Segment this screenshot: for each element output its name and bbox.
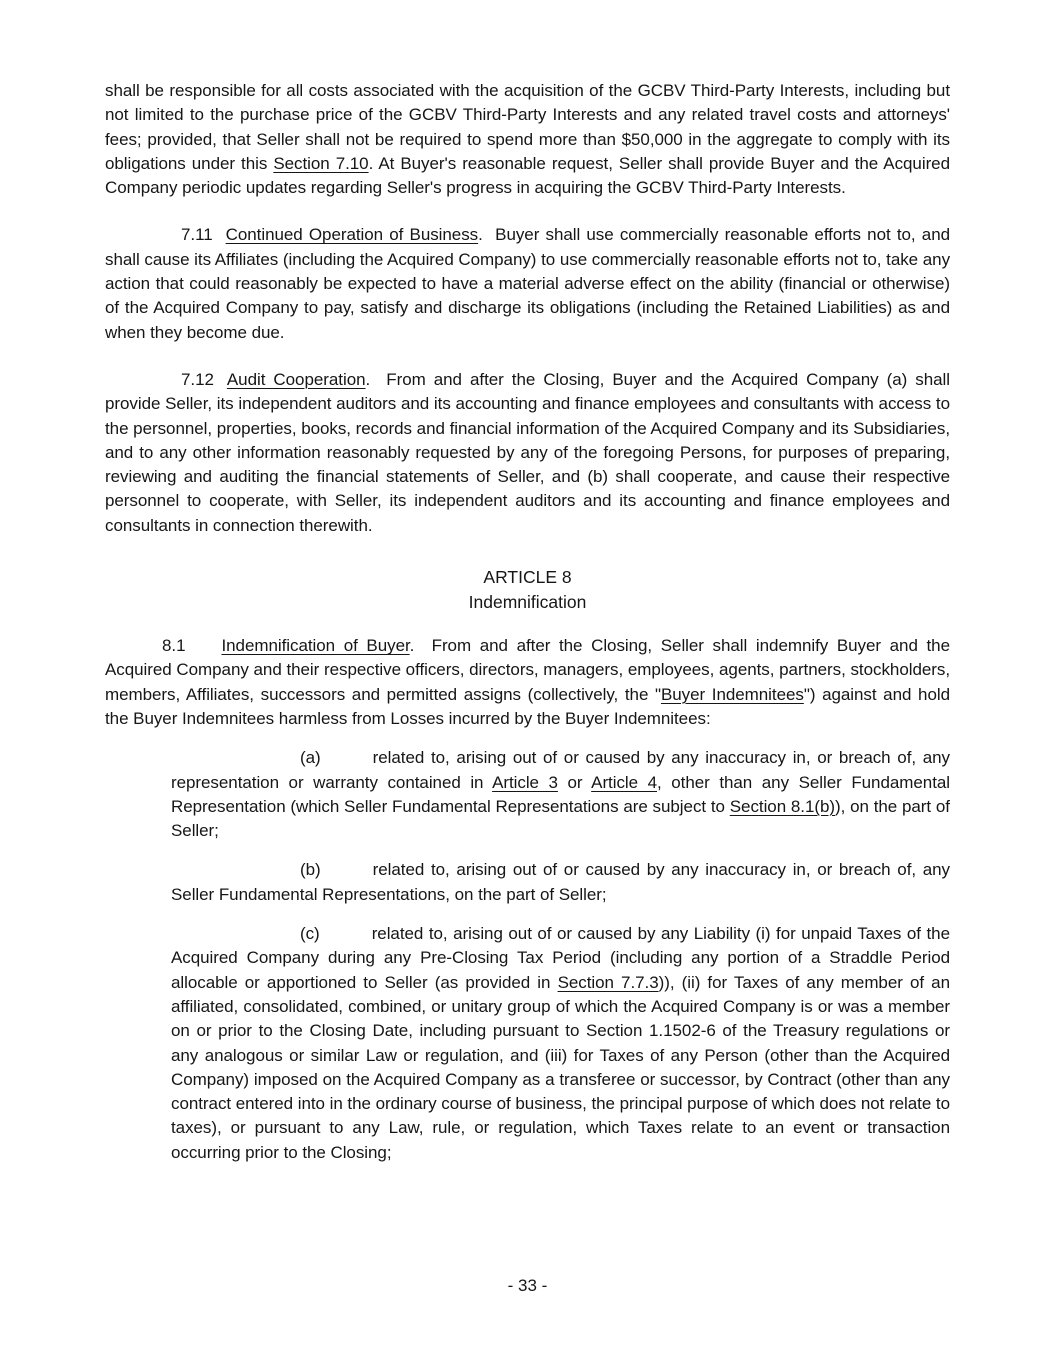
heading-line: Indemnification — [468, 592, 587, 613]
text-run: 7.12 — [181, 369, 214, 389]
paragraph-section-7-10-continuation — [105, 79, 950, 200]
text-run: (b) — [300, 860, 321, 880]
paragraph-section-7-12 — [105, 368, 950, 538]
text-run: 7.11 — [181, 225, 213, 245]
text-run: shall be responsible for all costs associated with the acquisition of the GCBV Third-Party Interests, including but not limited to the purchase price of the GCBV Third-Party Interests and any related travel costs and attorneys' fees; provided, that Seller shall not be required to spend more than $50,000 in the aggregate to comply with its obligations under this — [105, 81, 950, 173]
text-run: related to, arising out of or caused by any Liability (i) for unpaid Taxes of the Acquired Company during any Pre-Closing Tax Period (including any portion of a Straddle Period allocable or apportioned to Seller (as provided in — [171, 924, 950, 992]
tab-spacer — [320, 938, 372, 939]
cross-reference: Article 4 — [591, 772, 658, 792]
cross-reference: Section 8.1(b) — [729, 796, 836, 816]
paragraph-section-7-11 — [105, 223, 950, 344]
tab-spacer — [321, 762, 373, 763]
text-run: related to, arising out of or caused by any inaccuracy in, or breach of, any representation or warranty contained in — [171, 748, 950, 792]
cross-reference: Section 7.7.3 — [557, 972, 659, 992]
text-run: or — [557, 772, 592, 792]
tab-spacer — [214, 384, 227, 385]
text-run: , other than any Seller Fundamental Representation (which Seller Fundamental Representations are subject to — [171, 772, 950, 816]
text-run: (a) — [300, 748, 321, 768]
text-run: ") against and hold the Buyer Indemnitees harmless from Losses incurred by the Buyer Indemnitees: — [105, 684, 950, 728]
text-run: . Buyer shall use commercially reasonable efforts not to, and shall cause its Affiliates (including the Acquired Company) to use commercially reasonable efforts not to, take any action that could reasonably be expected to have a material adverse effect on the ability (financial or otherwise) of the Acquired Company to pay, satisfy and discharge its obligations (including the Retained Liabilities) as and when they become due. — [105, 225, 951, 342]
text-run: 8.1 — [162, 636, 186, 656]
page-footer — [0, 1276, 1055, 1296]
cross-reference: Buyer Indemnitees — [660, 684, 804, 704]
text-run: . From and after the Closing, Seller shall indemnify Buyer and the Acquired Company and their respective officers, directors, managers, employees, agents, partners, stockholders, members, Affiliates, successors and permitted assigns (collectively, the " — [105, 636, 950, 704]
text-run: (c) — [300, 924, 320, 944]
heading-line: ARTICLE 8 — [483, 567, 572, 588]
paragraph-clause-8-1-c — [171, 922, 950, 1165]
text-run: )), (ii) for Taxes of any member of an affiliated, consolidated, combined, or unitary group of which the Acquired Company is or was a member on or prior to the Closing Date, including pursuant to Section 1.1502-6 of the Treasury regulations or any analogous or similar Law or regulation, and (iii) for Taxes of any Person (other than the Acquired Company) imposed on the Acquired Company as a transferee or successor, by Contract (other than any contract entered into in the ordinary course of business, the principal purpose of which does not relate to taxes), or pursuant to any Law, rule, or regulation, which Taxes relate to an event or transaction occurring prior to the Closing; — [171, 972, 951, 1162]
page-number: - 33 - — [507, 1276, 548, 1295]
tab-spacer — [213, 239, 226, 240]
cross-reference: Section 7.10 — [273, 153, 369, 173]
document-body — [105, 79, 950, 1165]
cross-reference: Article 3 — [492, 772, 558, 792]
cross-reference: Indemnification of Buyer — [221, 636, 410, 656]
text-run: . From and after the Closing, Buyer and the Acquired Company (a) shall provide Seller, its independent auditors and its accounting and finance employees and consultants with access to the personnel, properties, books, records and financial information of the Acquired Company and its Subsidiaries, and to any other information reasonably requested by any of the foregoing Persons, for purposes of preparing, reviewing and auditing the financial statements of Seller, and (b) shall cooperate, and cause their respective personnel to cooperate, with Seller, its independent auditors and its accounting and finance employees and consultants in connection therewith. — [105, 369, 950, 535]
cross-reference: Continued Operation of Business — [225, 225, 479, 245]
paragraph-clause-8-1-b — [171, 858, 950, 907]
text-run: ), on the part of Seller; — [171, 796, 950, 841]
text-run: related to, arising out of or caused by any inaccuracy in, or breach of, any Seller Fundamental Representations, on the part of Seller; — [171, 860, 950, 904]
tab-spacer — [185, 650, 221, 651]
paragraph-section-8-1 — [105, 634, 950, 731]
tab-spacer — [321, 874, 373, 875]
paragraph-clause-8-1-a — [171, 746, 950, 843]
article-8-heading — [105, 565, 950, 615]
cross-reference: Audit Cooperation — [226, 369, 366, 389]
text-run: . At Buyer's reasonable request, Seller shall provide Buyer and the Acquired Company periodic updates regarding Seller's progress in acquiring the GCBV Third-Party Interests. — [105, 153, 950, 198]
